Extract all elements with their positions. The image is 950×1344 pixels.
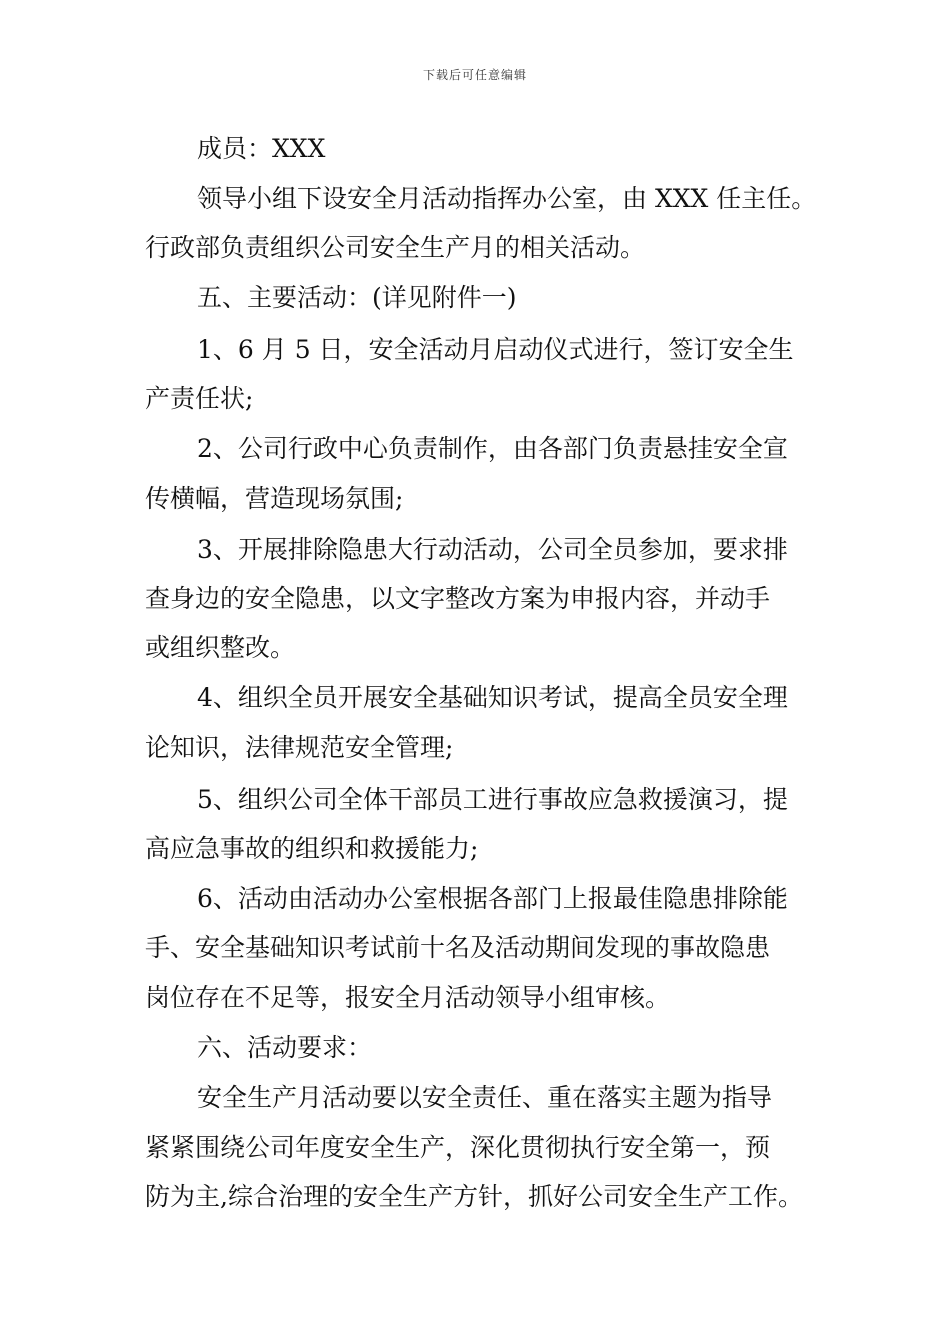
text-line: 1、6 月 5 日，安全活动月启动仪式进行，签订安全生 xyxy=(197,335,794,364)
text-line: 岗位存在不足等，报安全月活动领导小组审核。 xyxy=(145,983,671,1012)
text-line: 4、组织全员开展安全基础知识考试，提高全员安全理 xyxy=(197,683,788,712)
text-line: 安全生产月活动要以安全责任、重在落实主题为指导 xyxy=(197,1083,773,1112)
text-line: 防为主,综合治理的安全生产方针，抓好公司安全生产工作。 xyxy=(145,1182,803,1211)
text-line: 产责任状; xyxy=(145,384,254,413)
text-line: 高应急事故的组织和救援能力; xyxy=(145,834,479,863)
text-line: 成员：XXX xyxy=(197,134,326,163)
text-line: 手、安全基础知识考试前十名及活动期间发现的事故隐患 xyxy=(145,933,771,962)
text-line: 论知识，法律规范安全管理; xyxy=(145,733,454,762)
text-line: 传横幅，营造现场氛围; xyxy=(145,484,404,513)
text-line: 紧紧围绕公司年度安全生产，深化贯彻执行安全第一，预 xyxy=(145,1133,771,1162)
text-line: 或组织整改。 xyxy=(145,633,296,662)
text-line: 五、主要活动：(详见附件一) xyxy=(197,283,517,312)
text-line: 领导小组下设安全月活动指挥办公室，由 XXX 任主任。 xyxy=(197,184,817,213)
text-line: 3、开展排除隐患大行动活动，公司全员参加，要求排 xyxy=(197,535,788,564)
text-line: 5、组织公司全体干部员工进行事故应急救援演习，提 xyxy=(197,785,788,814)
page-header: 下载后可任意编辑 xyxy=(422,68,527,82)
text-line: 行政部负责组织公司安全生产月的相关活动。 xyxy=(145,233,646,262)
text-line: 2、公司行政中心负责制作，由各部门负责悬挂安全宣 xyxy=(197,434,788,463)
text-line: 6、活动由活动办公室根据各部门上报最佳隐患排除能 xyxy=(197,884,788,913)
text-line: 查身边的安全隐患，以文字整改方案为申报内容，并动手 xyxy=(145,584,771,613)
text-line: 六、活动要求： xyxy=(197,1033,373,1062)
